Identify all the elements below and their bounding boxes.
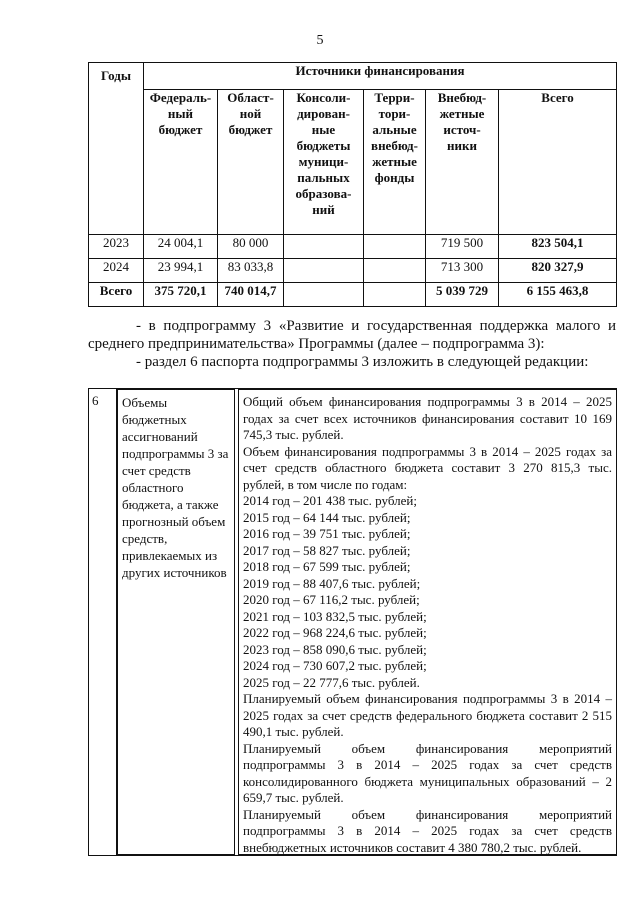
years-list: [243, 493, 612, 691]
cell-regional: 740 014,7: [218, 283, 284, 307]
cell-year: 2023: [89, 235, 144, 259]
passport-table: [88, 388, 617, 856]
col-years-header: Годы: [89, 63, 144, 235]
table-row: [89, 259, 617, 283]
year-financing-item: 2022 год – 968 224,6 тыс. рублей;: [243, 625, 427, 640]
cell-territorial: [364, 283, 426, 307]
year-financing-item: 2023 год – 858 090,6 тыс. рублей;: [243, 641, 427, 657]
year-financing-item: 2016 год – 39 751 тыс. рублей;: [243, 526, 411, 541]
financing-sources-header: Источники финансирования: [144, 63, 617, 90]
regional-financing-text: Объем финансирования подпрограммы 3 в 2014 – 2025 годах за счет средств областного бюджета составит 3 270 815,3 тыс. рублей, в том числе по годам:: [243, 443, 612, 492]
column-header: Федераль- ный бюджет: [144, 90, 218, 235]
cell-total: 823 504,1: [499, 235, 617, 259]
cell-municipal: [284, 235, 364, 259]
cell-municipal: [284, 283, 364, 307]
federal-financing-text: Планируемый объем финансирования подпрограммы 3 в 2014 – 2025 годах за счет средств федерального бюджета составит 2 515 490,1 тыс. рублей.: [243, 691, 612, 739]
cell-federal: 24 004,1: [144, 235, 218, 259]
year-financing-item: 2014 год – 201 438 тыс. рублей;: [243, 493, 417, 508]
year-financing-item: 2017 год – 58 827 тыс. рублей;: [243, 542, 411, 558]
extrabudgetary-financing-text: Планируемый объем финансирования мероприятий подпрограммы 3 в 2014 – 2025 годах за счет средств внебюджетных источников составит 4 380 780,2 тыс. рублей.: [243, 806, 612, 855]
cell-year: Всего: [89, 283, 144, 307]
column-header: Терри- тори- альные внебюд- жетные фонды: [364, 90, 426, 235]
passport-content-cell: [239, 389, 617, 856]
paragraph-section-6: - раздел 6 паспорта подпрограммы 3 изложить в следующей редакции:: [136, 354, 589, 370]
column-header: Всего: [499, 90, 617, 235]
page-number: 5: [316, 33, 324, 48]
passport-description-cell: [117, 389, 239, 856]
year-financing-item: 2025 год – 22 777,6 тыс. рублей.: [243, 674, 420, 690]
column-header: Област- ной бюджет: [218, 90, 284, 235]
year-financing-item: 2019 год – 88 407,6 тыс. рублей;: [243, 575, 421, 591]
cell-extra: 719 500: [426, 235, 499, 259]
cell-regional: 80 000: [218, 235, 284, 259]
cell-extra: 713 300: [426, 259, 499, 283]
cell-total: 6 155 463,8: [499, 283, 617, 307]
column-header: Консоли- дирован- ные бюджеты муници- пальных образова- ний: [284, 90, 364, 235]
total-financing-text: Общий объем финансирования подпрограммы 3 в 2014 – 2025 годах за счет всех источников финансирования составит 10 169 745,3 тыс. рублей.: [243, 394, 612, 442]
municipal-financing-text: Планируемый объем финансирования мероприятий подпрограммы 3 в 2014 – 2025 годах за счет средств консолидированного бюджета муниципальных образований – 2 659,7 тыс. рублей.: [243, 740, 612, 805]
cell-municipal: [284, 259, 364, 283]
column-header: Внебюд- жетные источ- ники: [426, 90, 499, 235]
cell-total: 820 327,9: [499, 259, 617, 283]
passport-row-number: 6: [89, 389, 117, 856]
table-row: [89, 283, 617, 307]
year-financing-item: 2024 год – 730 607,2 тыс. рублей;: [243, 658, 427, 673]
financing-table: [88, 62, 617, 307]
cell-federal: 23 994,1: [144, 259, 218, 283]
paragraph-subprogram-3: - в подпрограмму 3 «Развитие и государственная поддержка малого и среднего предпринимательства» Программы (далее – подпрограмма 3):: [88, 318, 616, 352]
cell-federal: 375 720,1: [144, 283, 218, 307]
cell-territorial: [364, 235, 426, 259]
cell-regional: 83 033,8: [218, 259, 284, 283]
year-financing-item: 2021 год – 103 832,5 тыс. рублей;: [243, 608, 427, 624]
cell-year: 2024: [89, 259, 144, 283]
year-financing-item: 2015 год – 64 144 тыс. рублей;: [243, 509, 411, 525]
table-row: [89, 235, 617, 259]
cell-extra: 5 039 729: [426, 283, 499, 307]
year-financing-item: 2018 год – 67 599 тыс. рублей;: [243, 559, 411, 574]
cell-territorial: [364, 259, 426, 283]
year-financing-item: 2020 год – 67 116,2 тыс. рублей;: [243, 592, 420, 607]
passport-description: Объемы бюджетных ассигнований подпрограммы 3 за счет средств областного бюджета, а также прогнозный объем средств, привлекаемых из других источников: [117, 389, 235, 855]
